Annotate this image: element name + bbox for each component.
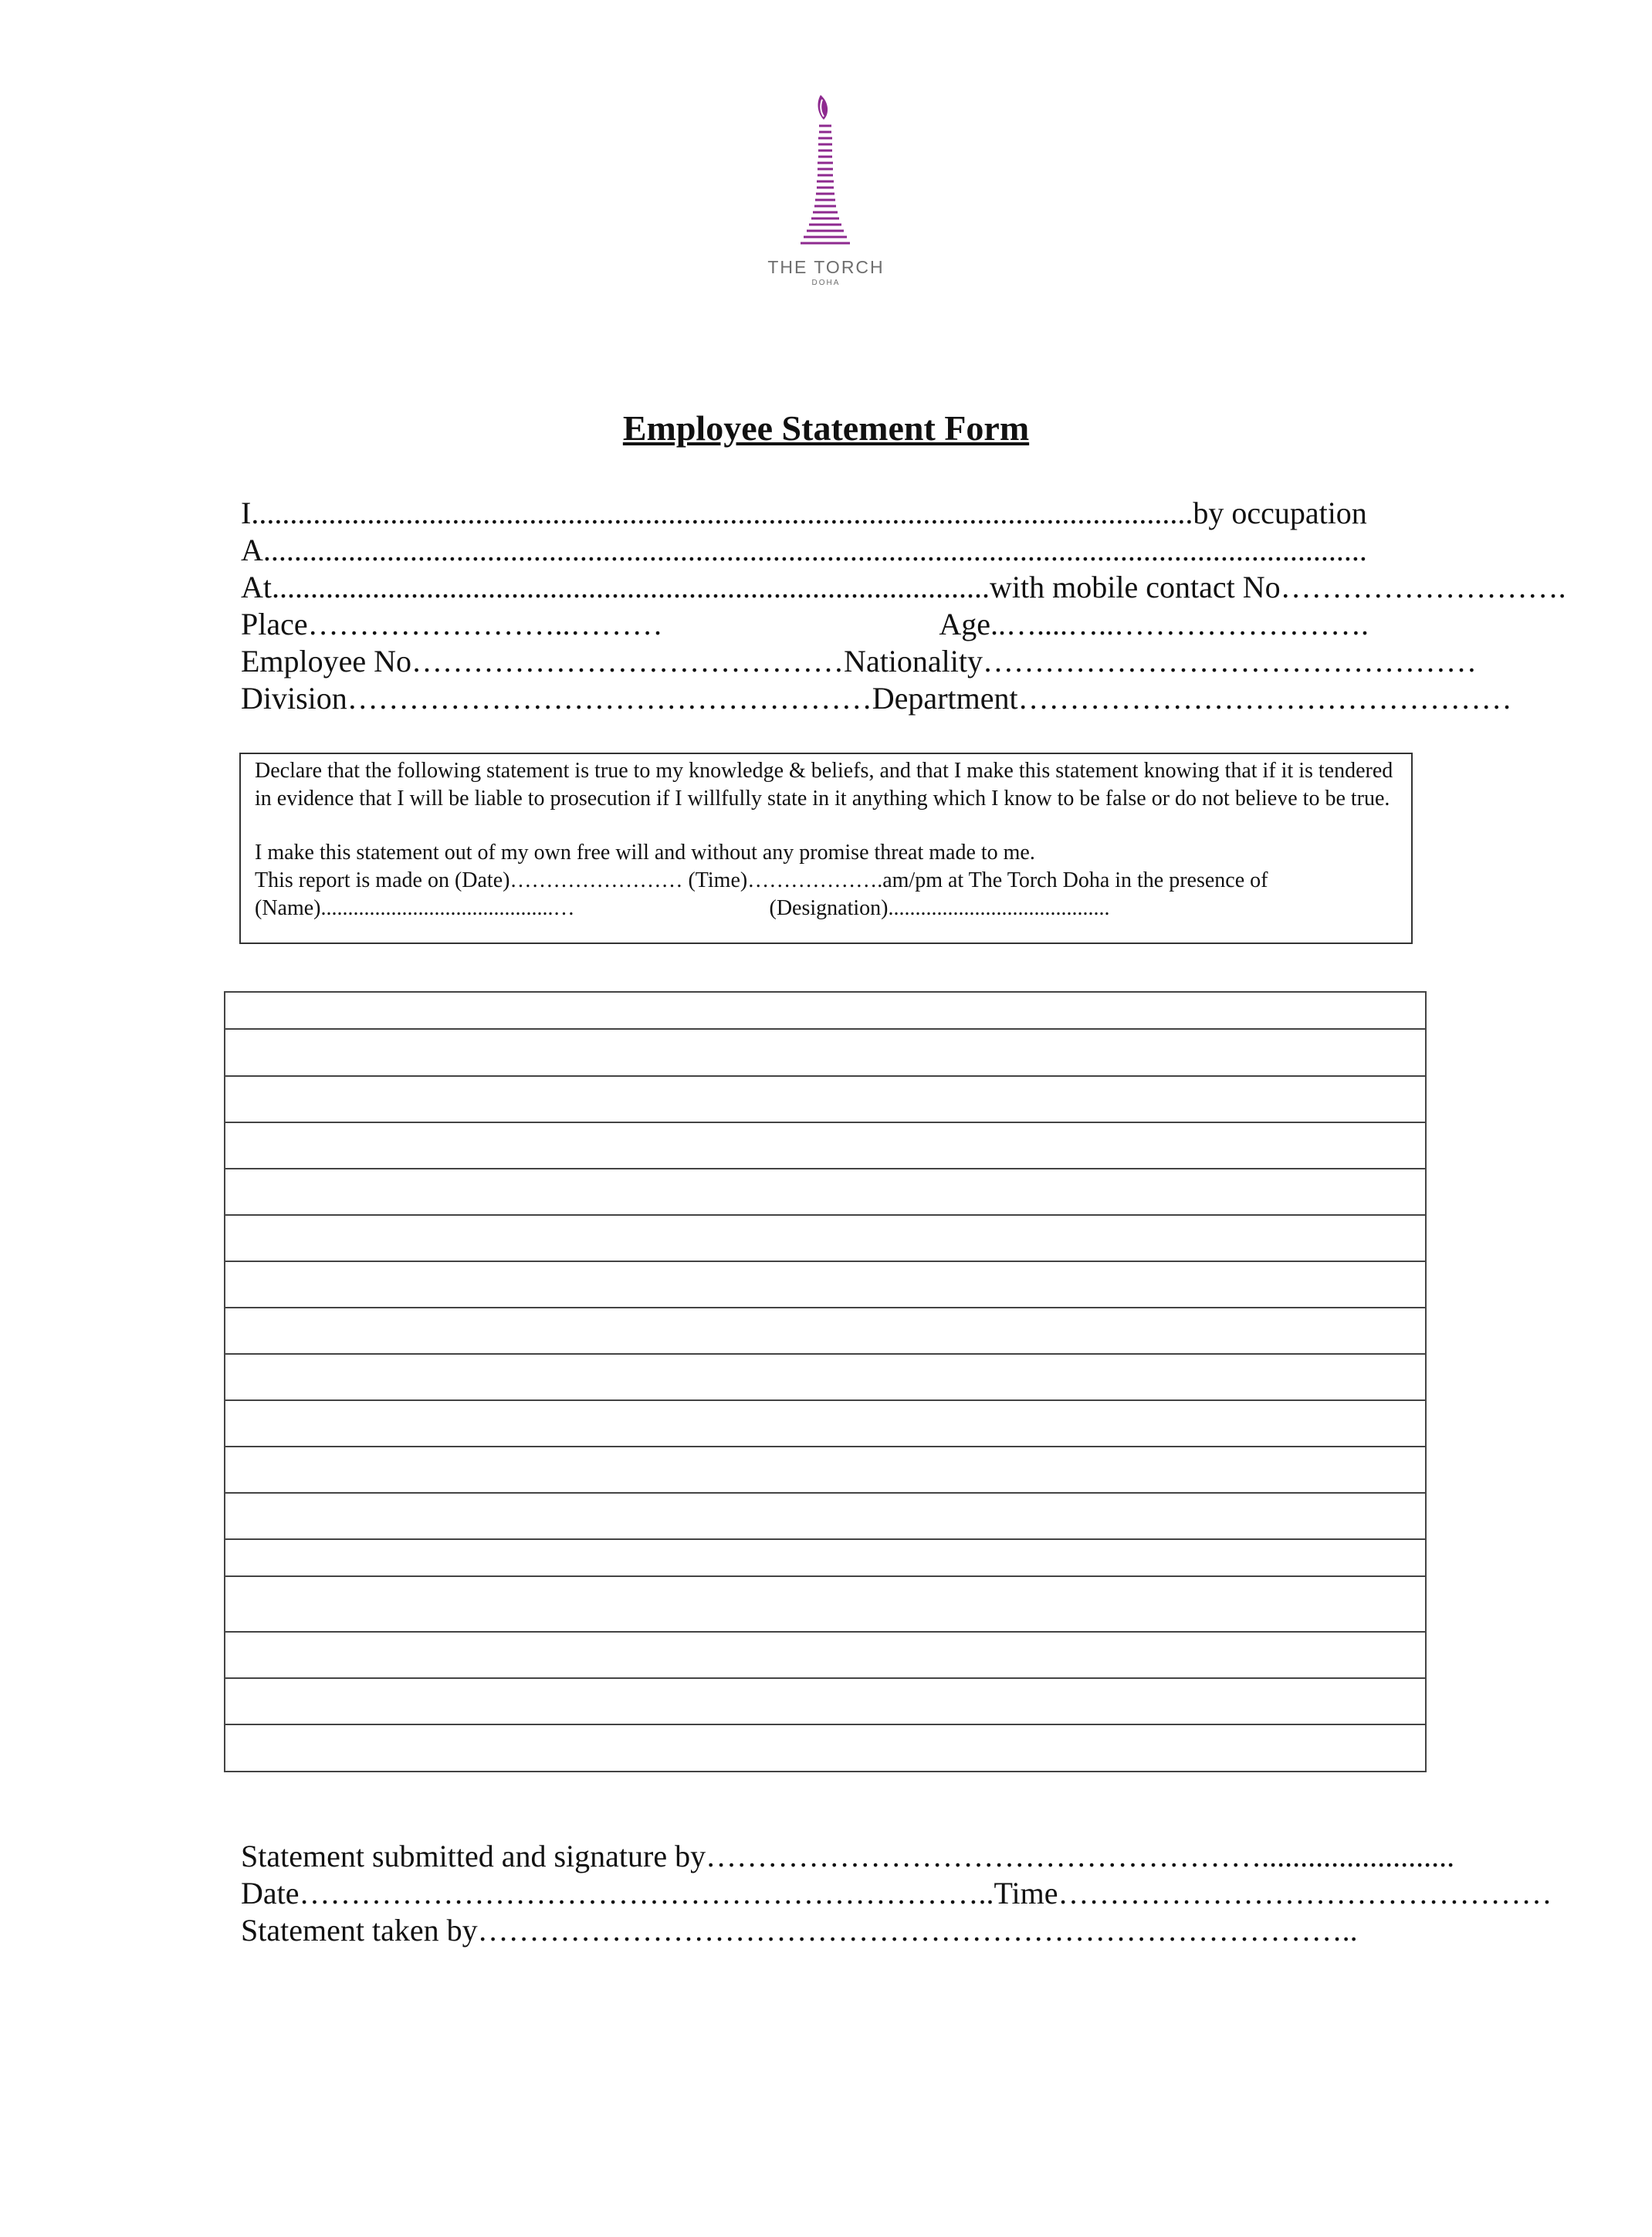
statement-line[interactable] [225,1215,1426,1261]
field-at-mobile: At.............................................................................................with mobile contact No………………………. [241,570,1566,604]
statement-line[interactable] [225,1354,1426,1400]
free-will-text: I make this statement out of my own free will and without any promise threat made to me. [255,841,1035,865]
torch-tower-icon [760,89,892,255]
declaration-box [239,753,1413,944]
declaration-text: Declare that the following statement is true to my knowledge & beliefs, and that I make this statement knowing that if it is tendered in evidence that I will be liable to prosecution if I willfully state in it anything which I know to be false or do not believe to be true. [255,759,1393,811]
statement-line[interactable] [225,1308,1426,1354]
submitted-signature-line: Statement submitted and signature by………………………………………………......................... [241,1839,1455,1873]
date-time-line: Date…………………………………………………………..Time………………………………………… [241,1876,1552,1910]
statement-line[interactable] [225,1576,1426,1632]
logo-sub: DOHA [811,279,841,287]
logo-name: THE TORCH [767,257,885,277]
page-title: Employee Statement Form [622,408,1030,448]
statement-line[interactable] [225,1076,1426,1122]
statement-lines[interactable] [224,991,1427,1772]
taken-by-line: Statement taken by………………………………………………………………………….. [241,1913,1358,1948]
statement-line[interactable] [225,1169,1426,1215]
report-made-on-text: This report is made on (Date)…………………… (Time)……………….am/pm at The Torch Doha in the presence of [255,868,1268,892]
field-name-occupation: I..........................................................................................................................by occupation [241,496,1367,530]
statement-line[interactable] [225,1632,1426,1678]
statement-line[interactable] [225,1261,1426,1308]
field-division-department: Division……………………………………………Department………………………………………… [241,681,1512,716]
statement-line[interactable] [225,1678,1426,1724]
statement-line[interactable] [225,1029,1426,1076]
field-place-age: Place……………………..……… Age..…....…..……………………. [241,607,1369,641]
statement-line[interactable] [225,1447,1426,1493]
statement-line[interactable] [225,1400,1426,1447]
statement-line[interactable] [225,1122,1426,1169]
statement-line[interactable] [225,992,1426,1029]
statement-line[interactable] [225,1493,1426,1539]
statement-line[interactable] [225,1724,1426,1772]
field-employee-nationality: Employee No……………………………………Nationality………………………………………… [241,644,1478,679]
field-address: A............................................................................................................................................... [241,533,1367,567]
name-designation-text: (Name)...........................................… (Designation)......................................... [255,896,1110,920]
statement-line[interactable] [225,1539,1426,1576]
torch-logo [760,89,892,297]
